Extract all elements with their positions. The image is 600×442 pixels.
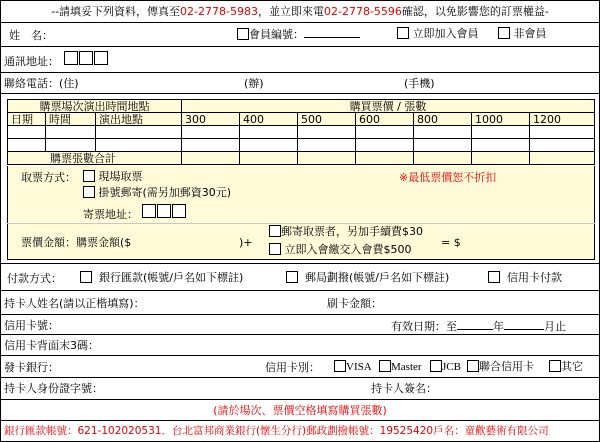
non-member-checkbox[interactable] (498, 27, 510, 39)
ticket-order-form: --請填妥下列資料，傳真至02-2778-5983，並立即來電02-2778-5596確認，以免影響您的訂票權益- 姓 名： 會員編號： 立即加入會員 非會員 通訊地址： 聯絡電話：(住) (辦) (手機) 購票場次演出時間地點 購買票價 / 張數 日期 時間 演出地點 300 400 500 600 800 1000 1200 購票張數合計 取票方式： 現場取票 ※最低票價恕不折扣 掛號郵寄(需另加郵資30元) 寄票地址： 票價金額：購票金額($ )+ 郵寄取票者，另加手續費$30 立即入會繳交入會費$500 = $ 付款方式： 銀行匯款(帳號/戶名如下標註) 郵局劃撥(帳號/戶名如下標註) 信用卡付款 持卡人姓名(請以正楷填寫)： 刷卡金額： 信用卡號： 有效日期：至 年 月止 信用卡背面末3碼： 發卡銀行： 信用卡別： VISA Master JCB 聯合信用卡 其它 持卡人身份證字號： 持卡人簽名： (請於場次、票價空格填寫購買張數) 銀行匯款帳號：621-102020531．台北富邦商業銀行(懷生分行)郵政劃撥帳號：19525420戶名：童歡藝術有限公司 (0, 0, 600, 442)
price-col: 1200 (530, 113, 595, 126)
mail-postcode-box-2[interactable] (157, 204, 171, 218)
card-amount-label: 刷卡金額： (327, 297, 382, 310)
join-fee-label: 立即入會繳交入會費$500 (284, 243, 412, 256)
col-venue: 演出地點 (96, 113, 182, 126)
mail-postcode-box-3[interactable] (172, 204, 186, 218)
expiry-year-field[interactable] (457, 319, 493, 330)
card-holder-label: 持卡人姓名(請以正楷填寫)： (4, 297, 145, 310)
col-date: 日期 (8, 113, 46, 126)
non-member-label: 非會員 (513, 27, 547, 40)
expiry-month-field[interactable] (504, 319, 544, 330)
ticket-row[interactable] (8, 139, 595, 152)
table-header-right: 購買票價 / 張數 (182, 100, 595, 113)
form-instructions: --請填妥下列資料，傳真至02-2778-5983，並立即來電02-2778-5596確認，以免影響您的訂票權益- (51, 5, 549, 18)
card-type-label: 信用卡別： (265, 361, 320, 374)
postcode-box-1[interactable] (64, 51, 78, 65)
onsite-pickup-checkbox[interactable] (83, 170, 95, 182)
payment-label: 付款方式： (7, 272, 62, 285)
price-col: 1000 (472, 113, 530, 126)
price-col: 300 (182, 113, 240, 126)
price-col: 500 (298, 113, 356, 126)
member-number-field[interactable] (304, 27, 360, 38)
mobile-phone-label: (手機) (404, 77, 435, 90)
total-label: 購票張數合計 (8, 152, 182, 165)
amount-plus: )+ (239, 236, 253, 249)
card-number-label: 信用卡號： (4, 319, 59, 332)
union-card-checkbox[interactable] (467, 360, 479, 372)
mail-fee-label: 郵寄取票者，另加手續費$30 (281, 225, 423, 238)
bank-transfer-checkbox[interactable] (80, 271, 92, 283)
expiry-label: 有效日期：至 (391, 320, 457, 333)
cvv-label: 信用卡背面末3碼： (4, 339, 99, 352)
join-fee-checkbox[interactable] (269, 243, 281, 255)
onsite-pickup-label: 現場取票 (98, 170, 143, 183)
credit-card-label: 信用卡付款 (507, 271, 562, 284)
jcb-checkbox[interactable] (430, 360, 442, 372)
amount-total: = $ (441, 236, 461, 249)
member-number-checkbox[interactable] (237, 28, 249, 40)
office-phone-label: (辦) (244, 77, 264, 90)
col-time: 時間 (46, 113, 96, 126)
price-col: 400 (240, 113, 298, 126)
price-col: 800 (414, 113, 472, 126)
bank-transfer-label: 銀行匯款(帳號/戶名如下標註) (99, 271, 244, 284)
postcode-box-3[interactable] (94, 51, 108, 65)
phone-number: 02-2778-5596 (323, 5, 402, 18)
price-col: 600 (356, 113, 414, 126)
mail-fee-checkbox[interactable] (269, 225, 281, 237)
amount-label: 票價金額：購票金額($ (21, 236, 132, 249)
signature-label: 持卡人簽名： (371, 382, 437, 395)
credit-card-checkbox[interactable] (488, 271, 500, 283)
mail-postcode-box-1[interactable] (142, 204, 156, 218)
visa-checkbox[interactable] (334, 360, 346, 372)
home-phone-label: 聯絡電話：(住) (4, 77, 79, 90)
address-label: 通訊地址： (4, 55, 59, 68)
mail-pickup-checkbox[interactable] (83, 186, 95, 198)
mail-pickup-label: 掛號郵寄(需另加郵資30元) (98, 186, 232, 199)
fill-notice: (請於場次、票價空格填寫購買張數) (213, 404, 387, 417)
pickup-label: 取票方式： (21, 171, 76, 184)
postal-transfer-label: 郵局劃撥(帳號/戶名如下標註) (305, 271, 450, 284)
master-checkbox[interactable] (379, 360, 391, 372)
bank-account-footer: 銀行匯款帳號：621-102020531．台北富邦商業銀行(懷生分行)郵政劃撥帳號：19525420戶名：童歡藝術有限公司 (4, 425, 549, 437)
id-number-label: 持卡人身份證字號： (4, 382, 103, 395)
join-member-checkbox[interactable] (397, 27, 409, 39)
member-number-label: 會員編號： (249, 28, 304, 41)
postcode-box-2[interactable] (79, 51, 93, 65)
join-member-label: 立即加入會員 (412, 27, 479, 40)
mail-address-label: 寄票地址： (83, 208, 138, 221)
postal-transfer-checkbox[interactable] (286, 271, 298, 283)
min-price-note: ※最低票價恕不折扣 (399, 171, 497, 184)
name-label: 姓 名： (9, 29, 53, 42)
table-header-left: 購票場次演出時間地點 (8, 100, 182, 113)
ticket-table (7, 99, 595, 165)
issuing-bank-label: 發卡銀行： (4, 361, 59, 374)
other-card-checkbox[interactable] (549, 360, 561, 372)
fax-number: 02-2778-5983 (180, 5, 258, 18)
ticket-row[interactable] (8, 126, 595, 139)
